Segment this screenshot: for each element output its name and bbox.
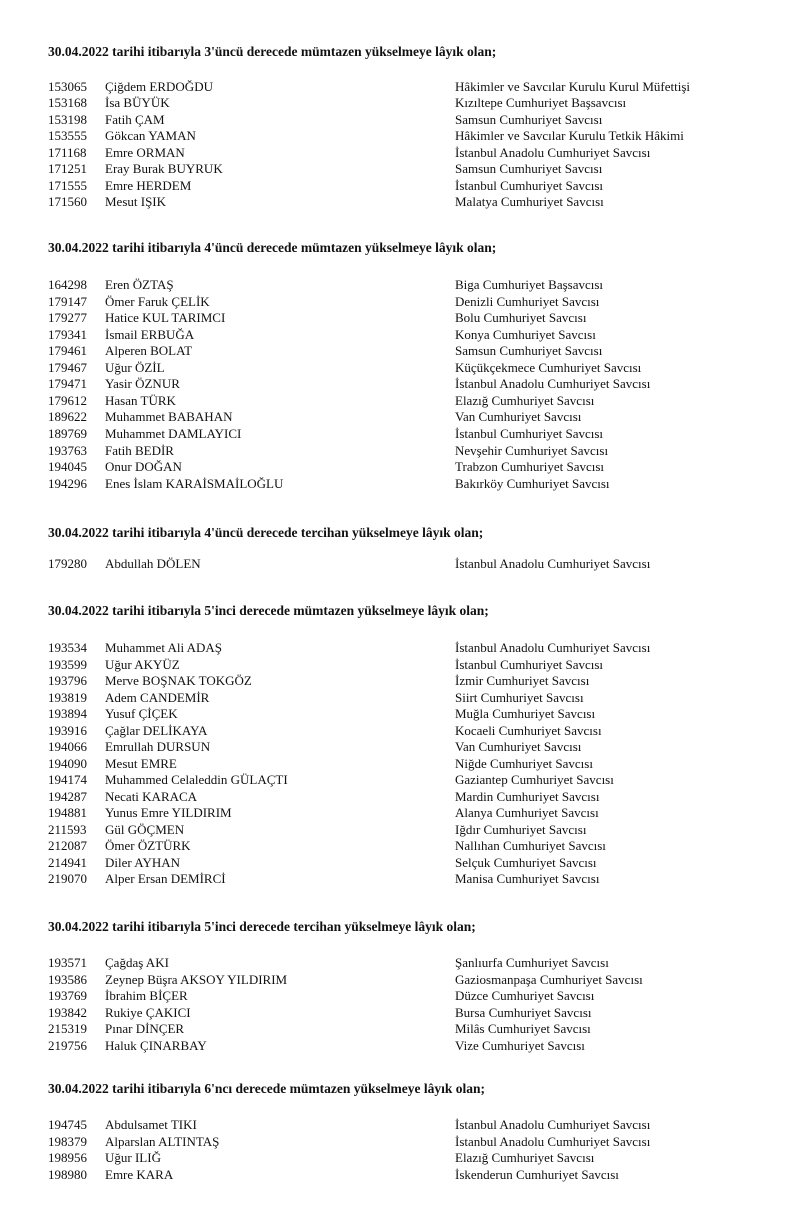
list-row: [0, 426, 798, 442]
person-name: Zeynep Büşra AKSOY YILDIRIM: [105, 971, 288, 987]
sicil-number: 212087: [48, 838, 87, 853]
person-name: Pınar DİNÇER: [105, 1021, 185, 1036]
list-row: [0, 822, 798, 838]
list-row: [0, 128, 798, 144]
sicil-number: 193769: [48, 988, 87, 1003]
list-row: [0, 393, 798, 409]
person-name: Haluk ÇINARBAY: [105, 1037, 207, 1053]
person-name: Çiğdem ERDOĞDU: [105, 79, 213, 94]
list-row: [0, 1038, 798, 1054]
person-name: Eray Burak BUYRUK: [105, 161, 223, 177]
person-name: Abdullah DÖLEN: [105, 556, 201, 571]
post-title: Trabzon Cumhuriyet Savcısı: [455, 459, 605, 475]
sicil-number: 189769: [48, 425, 87, 441]
sicil-number: 194090: [48, 755, 87, 771]
section-heading: 30.04.2022 tarihi itibarıyla 4'üncü derecede mümtazen yükselmeye lâyık olan;: [48, 240, 497, 255]
post-title: İstanbul Anadolu Cumhuriyet Savcısı: [455, 144, 651, 160]
section-heading: 30.04.2022 tarihi itibarıyla 5'inci derecede mümtazen yükselmeye lâyık olan;: [48, 603, 489, 618]
sicil-number: 211593: [48, 821, 87, 837]
section-heading: 30.04.2022 tarihi itibarıyla 3'üncü derecede mümtazen yükselmeye lâyık olan;: [48, 44, 497, 59]
sicil-number: 193894: [48, 706, 87, 721]
sicil-number: 193763: [48, 442, 87, 458]
sicil-number: 193916: [48, 722, 87, 738]
post-title: İstanbul Cumhuriyet Savcısı: [455, 656, 604, 672]
list-row: [0, 789, 798, 805]
sicil-number: 193534: [48, 640, 87, 655]
post-title: Niğde Cumhuriyet Savcısı: [455, 755, 593, 771]
post-title: İstanbul Anadolu Cumhuriyet Savcısı: [455, 1117, 651, 1132]
post-title: Konya Cumhuriyet Savcısı: [455, 326, 596, 342]
post-title: Van Cumhuriyet Savcısı: [455, 739, 582, 754]
list-row: [0, 1167, 798, 1183]
list-row: [0, 1005, 798, 1021]
sicil-number: 194287: [48, 788, 87, 804]
sicil-number: 189622: [48, 409, 87, 425]
person-name: Enes İslam KARAİSMAİLOĞLU: [105, 475, 284, 491]
post-title: Alanya Cumhuriyet Savcısı: [455, 805, 599, 820]
post-title: İstanbul Anadolu Cumhuriyet Savcısı: [455, 1133, 651, 1149]
sicil-number: 198379: [48, 1133, 87, 1149]
person-name: Mesut IŞIK: [105, 194, 167, 210]
person-name: Muhammet DAMLAYICI: [105, 425, 242, 441]
sicil-number: 179341: [48, 326, 87, 342]
sicil-number: 179612: [48, 392, 87, 408]
post-title: Bursa Cumhuriyet Savcısı: [455, 1004, 592, 1020]
sicil-number: 179471: [48, 376, 87, 392]
person-name: Fatih ÇAM: [105, 111, 165, 127]
person-name: Alperen BOLAT: [105, 343, 193, 359]
person-name: Emre HERDEM: [105, 177, 192, 193]
sicil-number: 179277: [48, 310, 87, 326]
person-name: Yusuf ÇİÇEK: [105, 706, 178, 721]
post-title: Denizli Cumhuriyet Savcısı: [455, 293, 600, 309]
person-name: Uğur AKYÜZ: [105, 656, 180, 672]
person-name: Diler AYHAN: [105, 854, 180, 870]
post-title: Elazığ Cumhuriyet Savcısı: [455, 1150, 595, 1166]
list-row: [0, 690, 798, 706]
post-title: Iğdır Cumhuriyet Savcısı: [455, 821, 587, 837]
post-title: Van Cumhuriyet Savcısı: [455, 409, 582, 425]
post-title: Selçuk Cumhuriyet Savcısı: [455, 854, 597, 870]
post-title: İstanbul Anadolu Cumhuriyet Savcısı: [455, 556, 651, 571]
list-row: [0, 343, 798, 359]
post-title: Kızıltepe Cumhuriyet Başsavcısı: [455, 95, 627, 111]
sicil-number: 179467: [48, 359, 87, 375]
list-row: [0, 1150, 798, 1166]
person-name: Alparslan ALTINTAŞ: [105, 1133, 220, 1149]
post-title: İzmir Cumhuriyet Savcısı: [455, 673, 590, 688]
sicil-number: 219756: [48, 1037, 87, 1053]
post-title: İstanbul Anadolu Cumhuriyet Savcısı: [455, 376, 651, 392]
list-row: [0, 376, 798, 392]
post-title: Nallıhan Cumhuriyet Savcısı: [455, 838, 606, 853]
post-title: Düzce Cumhuriyet Savcısı: [455, 988, 595, 1003]
list-row: [0, 640, 798, 656]
post-title: Küçükçekmece Cumhuriyet Savcısı: [455, 359, 642, 375]
person-name: Muhammed Celaleddin GÜLAÇTI: [105, 772, 288, 787]
post-title: Vize Cumhuriyet Savcısı: [455, 1037, 585, 1053]
post-title: Hâkimler ve Savcılar Kurulu Tetkik Hâkimi: [455, 128, 684, 144]
post-title: İstanbul Cumhuriyet Savcısı: [455, 177, 604, 193]
sicil-number: 194745: [48, 1117, 87, 1132]
person-name: Rukiye ÇAKICI: [105, 1004, 191, 1020]
person-name: Onur DOĞAN: [105, 459, 182, 475]
sicil-number: 198980: [48, 1166, 87, 1182]
list-row: [0, 194, 798, 210]
section-heading: 30.04.2022 tarihi itibarıyla 4'üncü derecede tercihan yükselmeye lâyık olan;: [48, 525, 484, 540]
sicil-number: 171560: [48, 194, 87, 210]
post-title: Malatya Cumhuriyet Savcısı: [455, 194, 604, 210]
person-name: Mesut EMRE: [105, 755, 177, 771]
person-name: Yunus Emre YILDIRIM: [105, 805, 232, 820]
person-name: Ömer ÖZTÜRK: [105, 838, 191, 853]
sicil-number: 198956: [48, 1150, 87, 1166]
person-name: Çağlar DELİKAYA: [105, 722, 208, 738]
post-title: Elazığ Cumhuriyet Savcısı: [455, 392, 595, 408]
list-row: [0, 706, 798, 722]
sicil-number: 219070: [48, 871, 87, 886]
post-title: Mardin Cumhuriyet Savcısı: [455, 788, 600, 804]
person-name: Adem CANDEMİR: [105, 689, 210, 705]
person-name: Hatice KUL TARIMCI: [105, 310, 226, 326]
sicil-number: 171251: [48, 161, 87, 177]
sicil-number: 194296: [48, 475, 87, 491]
post-title: Samsun Cumhuriyet Savcısı: [455, 111, 603, 127]
section-heading: 30.04.2022 tarihi itibarıyla 5'inci derecede tercihan yükselmeye lâyık olan;: [48, 919, 476, 934]
person-name: İbrahim BİÇER: [105, 988, 188, 1003]
list-row: [0, 805, 798, 821]
sicil-number: 193599: [48, 656, 87, 672]
person-name: Necati KARACA: [105, 788, 198, 804]
person-name: İsmail ERBUĞA: [105, 326, 195, 342]
sicil-number: 194066: [48, 739, 87, 754]
list-row: [0, 1117, 798, 1133]
sicil-number: 171555: [48, 177, 87, 193]
post-title: İskenderun Cumhuriyet Savcısı: [455, 1166, 619, 1182]
post-title: Nevşehir Cumhuriyet Savcısı: [455, 442, 609, 458]
sicil-number: 193842: [48, 1004, 87, 1020]
sicil-number: 193796: [48, 673, 87, 688]
post-title: Kocaeli Cumhuriyet Savcısı: [455, 722, 602, 738]
list-row: [0, 1021, 798, 1037]
person-name: Emre ORMAN: [105, 144, 185, 160]
section-heading: 30.04.2022 tarihi itibarıyla 6'ncı derecede mümtazen yükselmeye lâyık olan;: [48, 1081, 485, 1096]
list-row: [0, 178, 798, 194]
list-row: [0, 277, 798, 293]
person-name: Emre KARA: [105, 1166, 174, 1182]
list-row: [0, 443, 798, 459]
post-title: İstanbul Anadolu Cumhuriyet Savcısı: [455, 640, 651, 655]
person-name: Yasir ÖZNUR: [105, 376, 180, 392]
person-name: Hasan TÜRK: [105, 392, 176, 408]
sicil-number: 194045: [48, 459, 87, 475]
post-title: Manisa Cumhuriyet Savcısı: [455, 871, 600, 886]
post-title: Samsun Cumhuriyet Savcısı: [455, 343, 603, 359]
list-row: [0, 79, 798, 95]
list-row: [0, 871, 798, 887]
sicil-number: 193571: [48, 955, 87, 970]
person-name: Alper Ersan DEMİRCİ: [105, 871, 226, 886]
sicil-number: 153168: [48, 95, 87, 111]
list-row: [0, 972, 798, 988]
list-row: [0, 657, 798, 673]
list-row: [0, 1134, 798, 1150]
list-row: [0, 294, 798, 310]
person-name: Çağdaş AKI: [105, 955, 169, 970]
list-row: [0, 988, 798, 1004]
post-title: Gaziosmanpaşa Cumhuriyet Savcısı: [455, 971, 643, 987]
person-name: Uğur ÖZİL: [105, 359, 165, 375]
list-row: [0, 772, 798, 788]
list-row: [0, 739, 798, 755]
person-name: Fatih BEDİR: [105, 442, 174, 458]
list-row: [0, 310, 798, 326]
post-title: İstanbul Cumhuriyet Savcısı: [455, 425, 604, 441]
person-name: Gökcan YAMAN: [105, 128, 196, 144]
sicil-number: 193586: [48, 971, 87, 987]
sicil-number: 153065: [48, 79, 87, 94]
sicil-number: 179147: [48, 293, 87, 309]
person-name: Abdulsamet TIKI: [105, 1117, 197, 1132]
post-title: Siirt Cumhuriyet Savcısı: [455, 689, 584, 705]
post-title: Biga Cumhuriyet Başsavcısı: [455, 277, 604, 292]
list-row: [0, 459, 798, 475]
post-title: Muğla Cumhuriyet Savcısı: [455, 706, 596, 721]
list-row: [0, 855, 798, 871]
post-title: Milâs Cumhuriyet Savcısı: [455, 1021, 591, 1036]
list-row: [0, 95, 798, 111]
list-row: [0, 476, 798, 492]
list-row: [0, 409, 798, 425]
sicil-number: 179280: [48, 556, 87, 571]
list-row: [0, 838, 798, 854]
sicil-number: 179461: [48, 343, 87, 359]
list-row: [0, 556, 798, 572]
person-name: Muhammet BABAHAN: [105, 409, 233, 425]
person-name: Muhammet Ali ADAŞ: [105, 640, 223, 655]
person-name: İsa BÜYÜK: [105, 95, 170, 111]
sicil-number: 153555: [48, 128, 87, 144]
post-title: Hâkimler ve Savcılar Kurulu Kurul Müfettişi: [455, 79, 691, 94]
list-row: [0, 112, 798, 128]
list-row: [0, 756, 798, 772]
post-title: Bolu Cumhuriyet Savcısı: [455, 310, 587, 326]
person-name: Emrullah DURSUN: [105, 739, 211, 754]
list-row: [0, 360, 798, 376]
list-row: [0, 673, 798, 689]
post-title: Bakırköy Cumhuriyet Savcısı: [455, 475, 610, 491]
person-name: Merve BOŞNAK TOKGÖZ: [105, 673, 252, 688]
person-name: Ömer Faruk ÇELİK: [105, 293, 210, 309]
post-title: Samsun Cumhuriyet Savcısı: [455, 161, 603, 177]
sicil-number: 164298: [48, 277, 87, 292]
list-row: [0, 145, 798, 161]
list-row: [0, 955, 798, 971]
sicil-number: 194881: [48, 805, 87, 820]
list-row: [0, 161, 798, 177]
person-name: Eren ÖZTAŞ: [105, 277, 174, 292]
sicil-number: 215319: [48, 1021, 87, 1036]
sicil-number: 214941: [48, 854, 87, 870]
post-title: Şanlıurfa Cumhuriyet Savcısı: [455, 955, 609, 970]
list-row: [0, 327, 798, 343]
sicil-number: 193819: [48, 689, 87, 705]
person-name: Gül GÖÇMEN: [105, 821, 185, 837]
post-title: Gaziantep Cumhuriyet Savcısı: [455, 772, 614, 787]
sicil-number: 171168: [48, 144, 87, 160]
sicil-number: 194174: [48, 772, 87, 787]
person-name: Uğur ILIĞ: [105, 1150, 161, 1166]
list-row: [0, 723, 798, 739]
sicil-number: 153198: [48, 111, 87, 127]
